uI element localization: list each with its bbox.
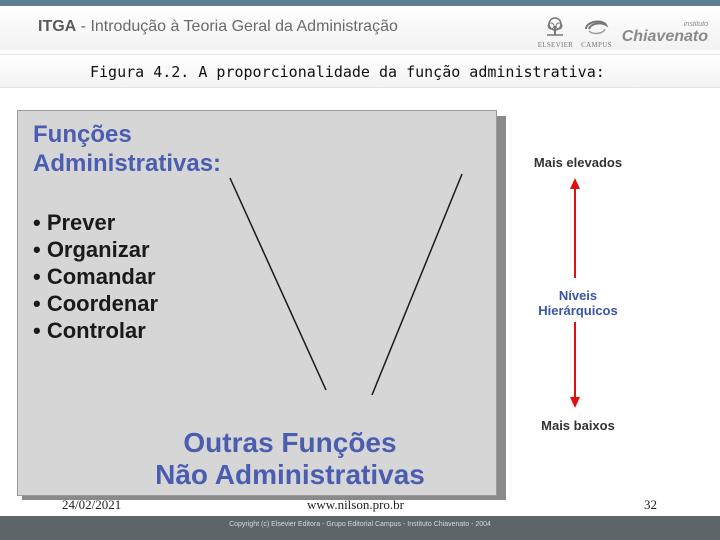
function-item: • Coordenar [33, 291, 159, 316]
header-title-rest: - Introdução à Teoria Geral da Administração [76, 18, 398, 35]
other-functions-line1: Outras Funções [183, 427, 397, 458]
chiavenato-logo-text: Chiavenato [621, 28, 708, 45]
figure-caption: Figura 4.2. A proporcionalidade da função administrativa: [90, 63, 605, 81]
other-functions-heading [110, 427, 470, 491]
hierarchy-arrow-up-head [570, 178, 580, 189]
function-item: • Prever [33, 210, 116, 235]
top-level-label: Mais elevados [533, 155, 623, 170]
bottom-level-label: Mais baixos [541, 418, 615, 433]
proportion-line-right [372, 174, 462, 395]
hierarchy-levels-line1: Níveis [558, 288, 598, 303]
function-item: • Organizar [33, 237, 150, 262]
elsevier-logo-text: ELSEVIER [537, 41, 574, 49]
hierarchy-arrow-down-head [570, 397, 580, 408]
functions-heading-line2: Administrativas: [33, 150, 222, 177]
functions-heading-line1: Funções [33, 121, 132, 148]
footer-site: www.nilson.pro.br [307, 497, 405, 512]
other-functions-line2: Não Administrativas [155, 459, 425, 490]
footer-date: 24/02/2021 [62, 497, 122, 512]
hierarchy-levels-line2: Hierárquicos [538, 303, 618, 318]
proportion-line-left [230, 178, 326, 390]
footer-page-number: 32 [644, 497, 657, 512]
function-item: • Comandar [33, 264, 156, 289]
hierarchy-levels-label [508, 288, 648, 318]
function-item: • Controlar [33, 318, 146, 343]
header-title-prefix: ITGA [38, 18, 77, 35]
instituto-logo-text: instituto [683, 21, 708, 28]
bottom-bar [0, 516, 720, 540]
copyright-text: Copyright (c) Elsevier Editora - Grupo Editorial Campus - Instituto Chiavenato - 2004 [229, 521, 491, 528]
campus-logo-text: CAMPUS [581, 41, 612, 49]
